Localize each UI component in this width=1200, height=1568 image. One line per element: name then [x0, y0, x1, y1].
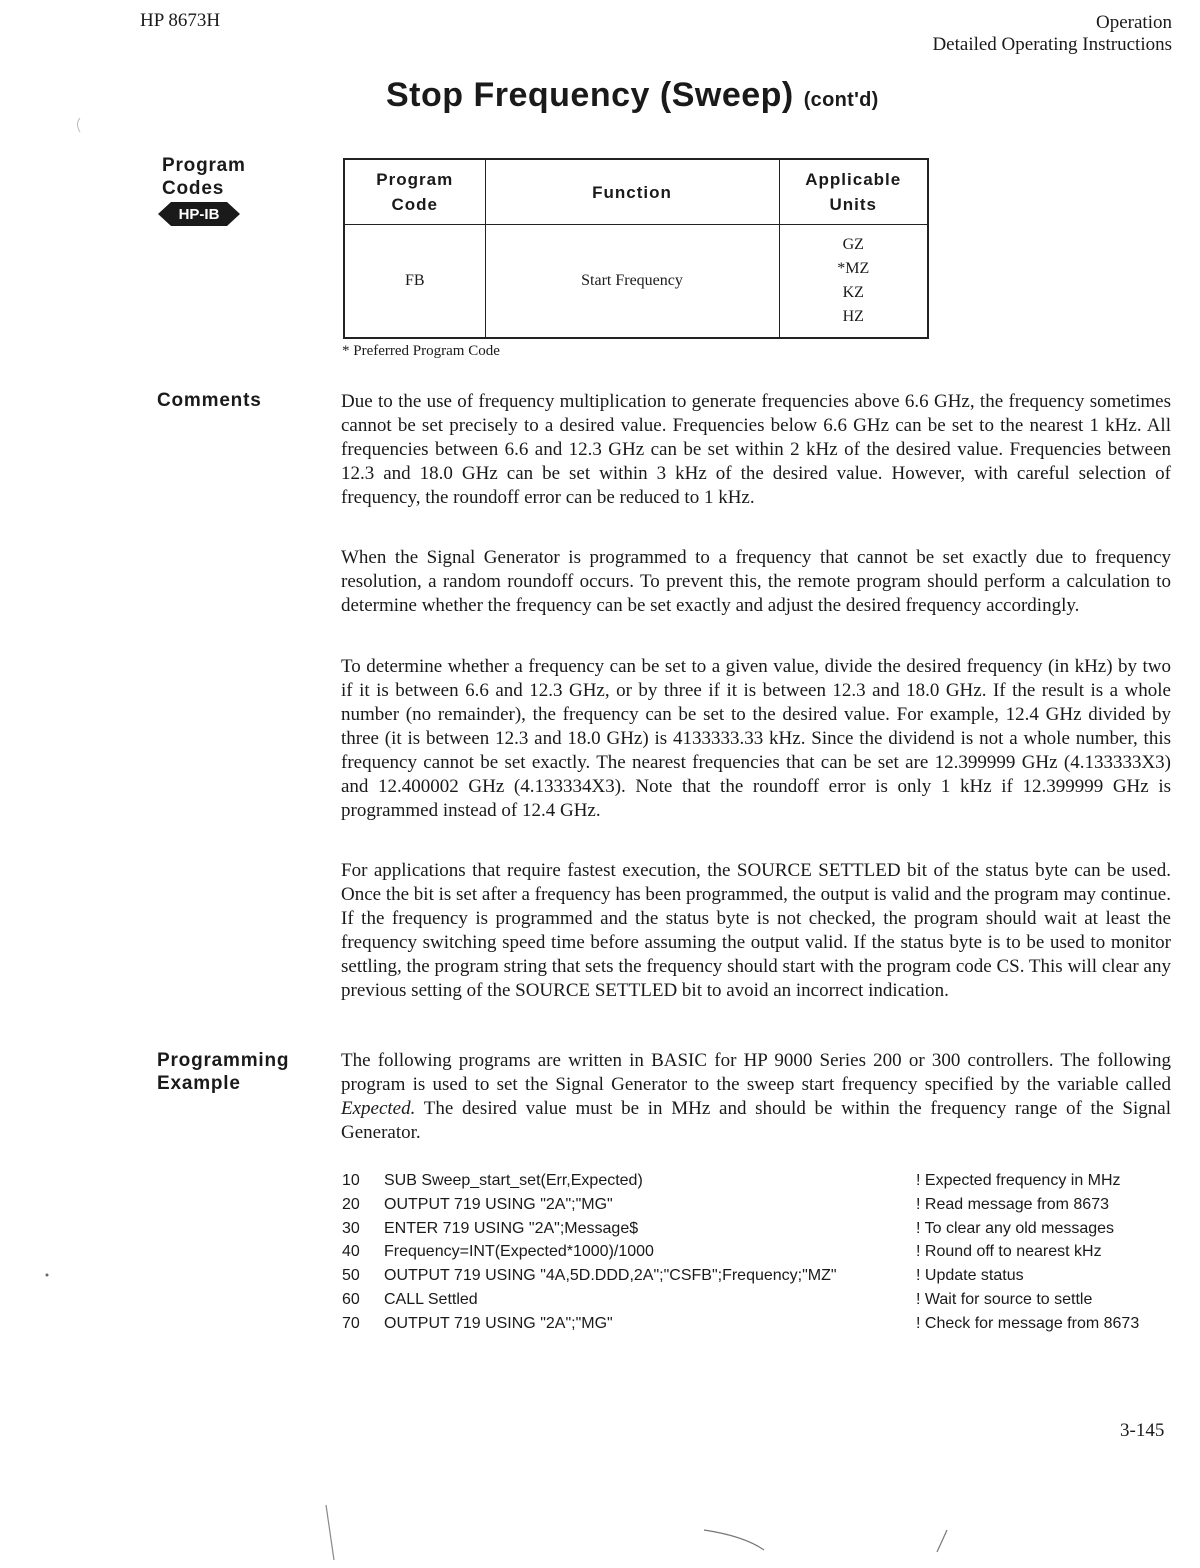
comments-paragraph-1: Due to the use of frequency multiplication to generate frequencies above 6.6 GHz, the frequency sometimes cannot be set precisely to a desired value. Frequencies below 6.6 GHz can be set to the nearest 1 kHz. All frequencies between 6.6 and 12.3 GHz can be set within 2 kHz of the desired value. Frequencies between 12.3 and 18.0 GHz can be set within 3 kHz of the desired value. However, with careful selection of frequency, the roundoff error can be reduced to 1 kHz. [341, 391, 1171, 508]
intro-variable-name: Expected. [341, 1098, 416, 1119]
code-comment: ! Expected frequency in MHz [916, 1172, 1121, 1189]
code-line [342, 1193, 1172, 1217]
code-line [342, 1312, 1172, 1336]
table-footnote: * Preferred Program Code [342, 343, 500, 359]
code-line-number: 40 [342, 1243, 360, 1260]
header-section [932, 12, 1172, 56]
page-title-main: Stop Frequency (Sweep) [386, 76, 794, 114]
unit-gz: GZ [842, 236, 864, 253]
comments-paragraph-2: When the Signal Generator is programmed to a frequency that cannot be set exactly due to frequency resolution, a random roundoff occurs. To prevent this, the remote program should perform a calculation to determine whether the frequency can be set exactly and adjust the desired frequency accordingly. [341, 547, 1171, 616]
scan-mark-bracket [78, 118, 81, 132]
page-title-contd: (cont'd) [803, 89, 879, 111]
code-line [342, 1240, 1172, 1264]
comments-heading: Comments [157, 390, 262, 411]
code-comment: ! Check for message from 8673 [916, 1315, 1140, 1332]
header-program-code-line1: Program [376, 170, 454, 189]
intro-text-before: The following programs are written in BASIC for HP 9000 Series 200 or 300 controllers. The following program is used to set the Signal Generator to the sweep start frequency specified by the variable called [341, 1050, 1171, 1095]
programming-example-intro [341, 1049, 1171, 1145]
code-comment: ! To clear any old messages [916, 1220, 1115, 1237]
code-line [342, 1288, 1172, 1312]
page-title [386, 76, 879, 115]
scan-mark-stroke [326, 1505, 334, 1560]
programming-example-heading-line2: Example [157, 1073, 241, 1094]
table-header-row [344, 159, 928, 225]
code-line-number: 10 [342, 1172, 360, 1189]
code-comment: ! Update status [916, 1267, 1024, 1284]
header-subsection-title: Detailed Operating Instructions [932, 34, 1172, 55]
header-program-code-line2: Code [391, 195, 438, 214]
cell-program-code: FB [344, 225, 485, 339]
comments-paragraph-4: For applications that require fastest execution, the SOURCE SETTLED bit of the status byte can be used. Once the bit is set after a frequency has been programmed, the output is valid and the program may continue. If the frequency is programmed and the status byte is not checked, the program should wait at least the frequency switching speed time before assuming the output valid. If the status byte is to be used to monitor settling, the program string that sets the frequency should start with the program code CS. This will clear any previous setting of the SOURCE SETTLED bit to avoid an incorrect indication. [341, 860, 1171, 1001]
header-units-line1: Applicable [805, 170, 902, 189]
code-comment: ! Round off to nearest kHz [916, 1243, 1102, 1260]
code-line-number: 70 [342, 1315, 360, 1332]
code-statement: Frequency=INT(Expected*1000)/1000 [384, 1243, 654, 1260]
programming-example-heading-line1: Programming [157, 1050, 290, 1071]
code-statement: SUB Sweep_start_set(Err,Expected) [384, 1172, 643, 1189]
header-units-line2: Units [829, 195, 877, 214]
code-line-number: 20 [342, 1196, 360, 1213]
header-model: HP 8673H [140, 10, 221, 31]
code-comment: ! Read message from 8673 [916, 1196, 1109, 1213]
programming-example-heading [157, 1049, 289, 1095]
header-applicable-units [779, 159, 928, 225]
code-line [342, 1217, 1172, 1241]
program-codes-heading-line1: Program [162, 155, 246, 176]
hpib-badge-icon [158, 201, 240, 227]
code-statement: OUTPUT 719 USING "2A";"MG" [384, 1315, 613, 1332]
program-codes-heading-line2: Codes [162, 178, 225, 199]
header-program-code [344, 159, 485, 225]
cell-function: Start Frequency [485, 225, 779, 339]
intro-text-after: The desired value must be in MHz and should be within the frequency range of the Signal Generator. [341, 1098, 1171, 1143]
code-statement: CALL Settled [384, 1291, 478, 1308]
program-codes-table [343, 158, 929, 339]
code-statement: OUTPUT 719 USING "2A";"MG" [384, 1196, 613, 1213]
scan-speck [46, 1274, 49, 1277]
table-row [344, 225, 928, 339]
code-statement: OUTPUT 719 USING "4A,5D.DDD,2A";"CSFB";Frequency;"MZ" [384, 1267, 837, 1284]
header-function: Function [485, 159, 779, 225]
code-line-number: 30 [342, 1220, 360, 1237]
cell-units [779, 225, 928, 339]
code-line [342, 1264, 1172, 1288]
code-statement: ENTER 719 USING "2A";Message$ [384, 1220, 639, 1237]
unit-kz: KZ [842, 284, 864, 301]
scan-mark-stroke [704, 1530, 764, 1550]
program-codes-heading [162, 154, 246, 200]
code-line-number: 60 [342, 1291, 360, 1308]
page-number: 3-145 [1120, 1420, 1165, 1441]
unit-hz: HZ [842, 308, 864, 325]
hpib-badge-label: HP-IB [178, 206, 220, 223]
scan-mark-stroke [937, 1530, 947, 1552]
header-section-title: Operation [1096, 12, 1172, 33]
code-line [342, 1169, 1172, 1193]
comments-paragraph-3: To determine whether a frequency can be set to a given value, divide the desired frequency (in kHz) by two if it is between 6.6 and 12.3 GHz, or by three if it is between 12.3 and 18.0 GHz. If the result is a whole number (no remainder), the frequency can be set to the desired value. For example, 12.4 GHz divided by three (it is between 12.3 and 18.0 GHz) is 4133333.33 kHz. Since the dividend is not a whole number, this frequency cannot be set exactly. The nearest frequencies that can be set are 12.399999 GHz (4.133333X3) and 12.400002 GHz (4.133334X3). Note that the roundoff error is only 1 kHz if 12.399999 GHz is programmed instead of 12.4 GHz. [341, 656, 1171, 821]
code-line-number: 50 [342, 1267, 360, 1284]
unit-mz: *MZ [837, 260, 870, 277]
code-comment: ! Wait for source to settle [916, 1291, 1093, 1308]
